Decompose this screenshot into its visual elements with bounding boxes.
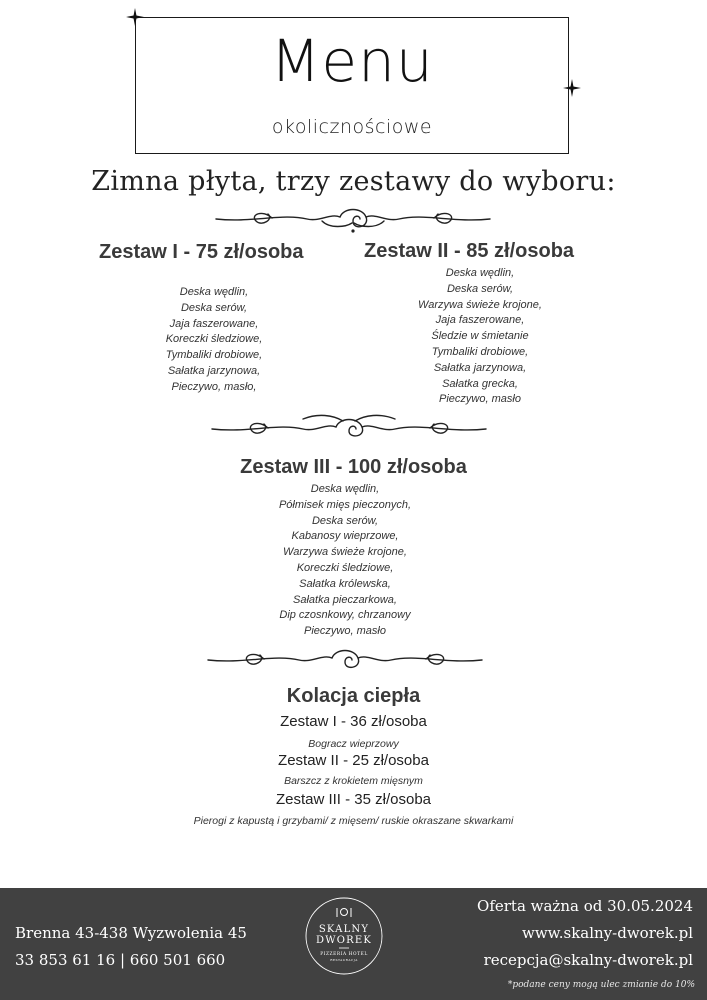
hot-option-3-desc: Pierogi z kapustą i grzybami/ z mięsem/ ruskie okraszane skwarkami <box>193 815 514 827</box>
list-item: Deska serów, <box>311 514 379 527</box>
list-item: Półmisek mięs pieczonych, <box>278 498 412 511</box>
list-item: Koreczki śledziowe, <box>165 333 263 346</box>
logo-line-3: PIZZERIA HOTEL <box>320 952 368 957</box>
skalny-dworek-logo <box>303 895 385 977</box>
list-item: Dip czosnkowy, chrzanowy <box>279 609 411 622</box>
hot-option-2-name: Zestaw II - 25 zł/osoba <box>278 752 429 769</box>
list-item: Pieczywo, masło <box>439 393 521 406</box>
list-item: Pieczywo, masło <box>304 625 386 638</box>
list-item: Sałatka królewska, <box>299 577 391 590</box>
hot-option-2-desc: Barszcz z krokietem mięsnym <box>284 775 423 787</box>
footer-website[interactable]: www.skalny-dworek.pl <box>521 924 693 942</box>
section-heading: Zimna płyta, trzy zestawy do wyboru: <box>91 166 616 197</box>
list-item: Deska wędlin, <box>310 483 380 495</box>
list-item: Pieczywo, masło, <box>171 380 257 393</box>
swirl-divider-2 <box>208 411 490 441</box>
set-1-items <box>112 285 316 396</box>
list-item: Jaja faszerowane, <box>435 314 525 327</box>
set-2-title: Zestaw II - 85 zł/osoba <box>364 240 575 262</box>
set-3-items <box>243 482 447 640</box>
swirl-divider-1 <box>212 205 494 235</box>
footer-phones: 33 853 61 16 | 660 501 660 <box>15 951 226 969</box>
list-item: Koreczki śledziowe, <box>296 561 394 574</box>
list-item: Deska wędlin, <box>445 267 515 279</box>
list-item: Kabanosy wieprzowe, <box>291 530 399 543</box>
hot-option-1-desc: Bogracz wieprzowy <box>308 738 399 750</box>
cutlery-icon <box>337 908 351 917</box>
list-item: Sałatka jarzynowa, <box>167 364 261 377</box>
list-item: Sałatka jarzynowa, <box>433 361 527 374</box>
menu-title: Menu <box>270 27 434 95</box>
list-item: Tymbaliki drobiowe, <box>431 345 529 358</box>
logo-line-2: DWOREK <box>316 935 372 946</box>
list-item: Jaja faszerowane, <box>169 317 259 330</box>
footer-offer: Oferta ważna od 30.05.2024 <box>477 897 693 915</box>
list-item: Sałatka pieczarkowa, <box>293 593 397 606</box>
list-item: Deska serów, <box>446 282 514 295</box>
logo-line-4: RESTAURACJA <box>330 958 358 962</box>
hot-option-1-name: Zestaw I - 36 zł/osoba <box>280 713 427 730</box>
footer-price-note: *podane ceny mogą ulec zmianie do 10% <box>507 980 695 990</box>
list-item: Sałatka grecka, <box>442 377 518 390</box>
logo-line-1: SKALNY <box>318 924 370 935</box>
hot-option-3-name: Zestaw III - 35 zł/osoba <box>275 791 432 808</box>
list-item: Tymbaliki drobiowe, <box>165 349 263 362</box>
list-item: Deska wędlin, <box>179 286 249 298</box>
list-item: Deska serów, <box>180 301 248 314</box>
sparkle-icon <box>563 79 581 97</box>
menu-subtitle: okolicznościowe <box>271 116 433 138</box>
list-item: Warzywa świeże krojone, <box>418 298 542 311</box>
set-2-items <box>378 266 582 408</box>
list-item: Warzywa świeże krojone, <box>283 546 407 559</box>
swirl-divider-3 <box>204 644 486 674</box>
sparkle-icon <box>126 8 144 26</box>
hot-dinner-title: Kolacja ciepła <box>286 685 421 707</box>
footer-email[interactable]: recepcja@skalny-dworek.pl <box>483 951 693 969</box>
set-3-title: Zestaw III - 100 zł/osoba <box>240 456 467 478</box>
list-item: Śledzie w śmietanie <box>431 330 529 343</box>
set-1-title: Zestaw I - 75 zł/osoba <box>99 241 304 263</box>
footer-address: Brenna 43-438 Wyzwolenia 45 <box>15 924 247 942</box>
